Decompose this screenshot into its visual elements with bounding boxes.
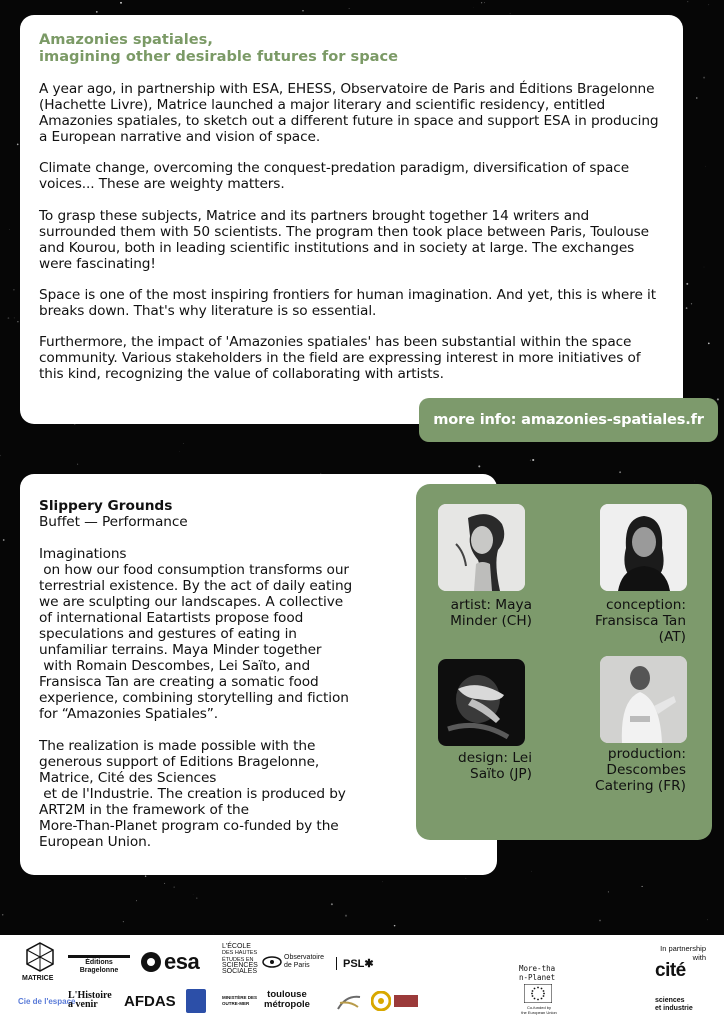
partner-small-logo-icon bbox=[394, 995, 418, 1007]
caption-maya-minder: artist: Maya Minder (CH) bbox=[450, 597, 532, 630]
caption-fransisca-tan: conception: Fransisca Tan (AT) bbox=[594, 597, 686, 646]
bragelonne-logo: Éditions Bragelonne bbox=[68, 955, 130, 975]
star bbox=[619, 471, 621, 473]
team-panel bbox=[416, 484, 712, 840]
star bbox=[9, 229, 10, 230]
partnership-label: In partnership with bbox=[660, 944, 706, 962]
star bbox=[481, 2, 482, 3]
star bbox=[302, 10, 303, 11]
star bbox=[196, 898, 197, 899]
star bbox=[394, 925, 396, 927]
star bbox=[382, 882, 383, 883]
support-line: et de l'Industrie. The creation is produced by bbox=[39, 786, 346, 802]
amazonies-title bbox=[39, 31, 663, 65]
caption-descombes: production: Descombes Catering (FR) bbox=[595, 746, 686, 795]
cie-espace-logo: Cie de l'espace bbox=[18, 997, 76, 1006]
star bbox=[145, 875, 146, 876]
descombes-photo bbox=[600, 656, 687, 743]
support-line: Matrice, Cité des Sciences bbox=[39, 770, 217, 786]
matrice-logo-icon bbox=[25, 942, 55, 972]
star bbox=[13, 289, 15, 291]
support-line: European Union. bbox=[39, 834, 151, 850]
title-line-2: imagining other desirable futures for space bbox=[39, 48, 399, 65]
star bbox=[703, 77, 705, 79]
star bbox=[3, 539, 5, 541]
description-line: for “Amazonies Spatiales”. bbox=[39, 706, 219, 722]
psl-star-icon: ✱ bbox=[364, 958, 374, 970]
star bbox=[686, 283, 688, 285]
star bbox=[0, 455, 1, 456]
ehess-logo: L'ÉCOLE DES HAUTES ÉTUDES EN SCIENCES SOCIALES bbox=[222, 943, 258, 976]
eu-flag-icon bbox=[524, 984, 552, 1003]
more-than-planet-logo: More-tha n-Planet bbox=[519, 964, 556, 982]
esa-logo-text: esa bbox=[164, 949, 200, 974]
observatoire-logo-text: Observatoire de Paris bbox=[284, 954, 325, 969]
star bbox=[17, 321, 18, 322]
star bbox=[174, 887, 175, 888]
star bbox=[608, 891, 609, 892]
star bbox=[2, 914, 4, 916]
star bbox=[691, 303, 692, 304]
maya-minder-photo bbox=[438, 504, 525, 591]
star bbox=[14, 318, 15, 319]
toulouse-metropole-logo: toulouse métropole bbox=[264, 989, 310, 1010]
matrice-logo-text: MATRICE bbox=[22, 975, 54, 982]
star bbox=[96, 11, 98, 13]
star bbox=[136, 900, 137, 901]
star bbox=[484, 2, 485, 3]
paragraph-5: Furthermore, the impact of 'Amazonies spatiales' has been substantial within the space community. Various stakeholders in the field are expressing interest in more initiatives of this kind, recognizing the value of collaborating with artists. bbox=[39, 334, 641, 383]
description-line: terrestrial existence. By the act of daily eating bbox=[39, 578, 353, 594]
description-line: of international Eatartists propose food bbox=[39, 610, 304, 626]
description-line: unfamiliar terrains. Maya Minder together bbox=[39, 642, 322, 658]
support-line: The realization is made possible with the bbox=[39, 738, 316, 754]
star bbox=[164, 883, 165, 884]
description-line: speculations and gestures of eating in bbox=[39, 626, 297, 642]
imaginations-heading: Imaginations bbox=[39, 546, 127, 562]
amazonies-info-card bbox=[20, 15, 683, 424]
support-line: generous support of Editions Bragelonne, bbox=[39, 754, 320, 770]
support-line: ART2M in the framework of the bbox=[39, 802, 249, 818]
star bbox=[510, 13, 511, 14]
histoire-a-venir-logo: L'Histoire a venir bbox=[68, 990, 112, 1010]
fransisca-tan-photo bbox=[600, 504, 687, 591]
star bbox=[77, 464, 78, 465]
star bbox=[704, 267, 705, 268]
description-line: experience, combining storytelling and fiction bbox=[39, 690, 349, 706]
star bbox=[123, 921, 124, 922]
star bbox=[717, 398, 719, 400]
observatoire-logo-icon bbox=[262, 956, 282, 968]
description-line: on how our food consumption transforms our bbox=[39, 562, 349, 578]
lei-saito-photo bbox=[438, 659, 525, 746]
cite-subtitle: sciences et industrie bbox=[655, 997, 693, 1012]
fifteen-year-badge-icon bbox=[186, 989, 206, 1013]
afdas-logo: AFDAS bbox=[124, 993, 176, 1010]
star bbox=[345, 915, 347, 917]
caption-lei-saito: design: Lei Saïto (JP) bbox=[458, 750, 532, 783]
cite-logo: cité bbox=[655, 960, 686, 981]
star bbox=[179, 451, 180, 452]
region-logo-icon bbox=[336, 991, 362, 1013]
star bbox=[599, 920, 601, 922]
star bbox=[696, 97, 697, 98]
star bbox=[707, 919, 708, 920]
star bbox=[686, 307, 688, 309]
star bbox=[642, 886, 643, 887]
star bbox=[532, 459, 534, 461]
star bbox=[705, 166, 706, 167]
star bbox=[530, 460, 531, 461]
more-info-link[interactable]: more info: amazonies-spatiales.fr bbox=[419, 398, 718, 442]
star bbox=[8, 317, 10, 319]
description-line: we are sculpting our landscapes. A collective bbox=[39, 594, 344, 610]
star bbox=[120, 2, 122, 4]
star bbox=[17, 144, 19, 146]
star bbox=[709, 5, 710, 6]
psl-logo: PSL✱ bbox=[336, 957, 374, 970]
star bbox=[349, 8, 350, 9]
description-line: with Romain Descombes, Lei Saïto, and bbox=[39, 658, 311, 674]
esa-logo-icon bbox=[140, 951, 162, 973]
paragraph-1: A year ago, in partnership with ESA, EHESS, Observatoire de Paris and Éditions Bragelonne (Hachette Livre), Matrice launched a major literary and scientific residency, entitled Amazonies spatiales, to sketch out a different future in space and support ESA in producing a European narrative and vision of space. bbox=[39, 81, 659, 146]
title-line-1: Amazonies spatiales, bbox=[39, 31, 213, 48]
support-line: More-Than-Planet program co-funded by the bbox=[39, 818, 339, 834]
star bbox=[183, 443, 184, 444]
paragraph-4: Space is one of the most inspiring frontiers for human imagination. And yet, this is where it breaks down. That's why literature is so essential. bbox=[39, 286, 657, 320]
star bbox=[466, 878, 467, 879]
paragraph-3: To grasp these subjects, Matrice and its partners brought together 14 writers and surrounded them with 50 scientists. The program then took place between Paris, Toulouse and Kourou, both in leading scientific institutions and in society at large. The exchanges were fascinating! bbox=[39, 207, 650, 272]
c1-logo-icon bbox=[371, 991, 391, 1011]
description-line: Fransisca Tan are creating a somatic food bbox=[39, 674, 319, 690]
star bbox=[478, 465, 480, 467]
cofunded-eu-text: Co-funded by the European Union bbox=[521, 1005, 557, 1015]
ministere-logo: MINISTÈRE DES OUTRE-MER bbox=[222, 995, 258, 1006]
star bbox=[331, 903, 333, 905]
paragraph-2: Climate change, overcoming the conquest-predation paradigm, diversification of space voices... These are weighty matters. bbox=[39, 160, 630, 193]
event-title: Slippery Grounds bbox=[39, 498, 173, 514]
event-subtitle: Buffet — Performance bbox=[39, 514, 188, 530]
star bbox=[708, 343, 710, 345]
partner-logos-footer bbox=[0, 935, 724, 1024]
star bbox=[687, 1, 688, 2]
